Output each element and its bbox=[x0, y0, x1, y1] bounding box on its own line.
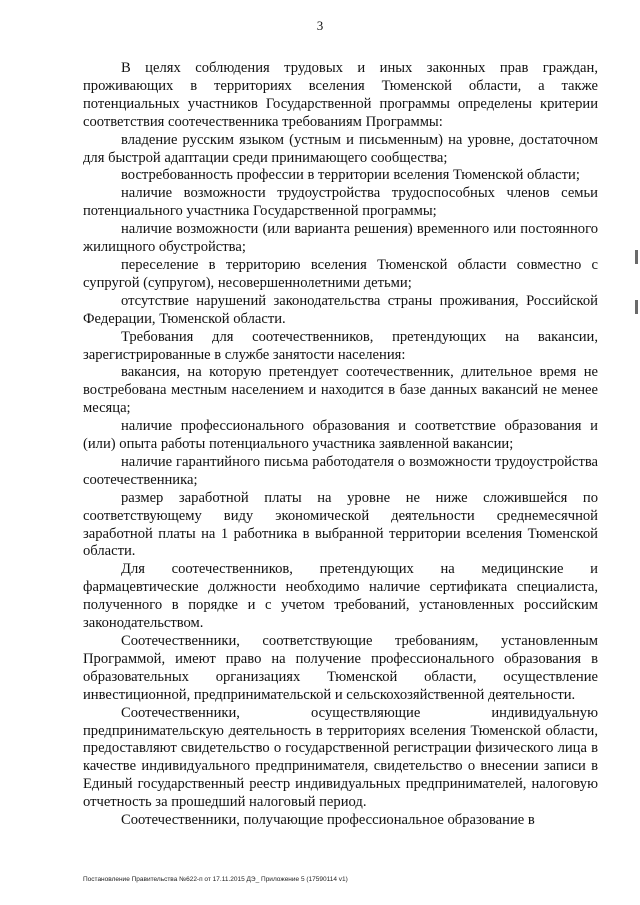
paragraph-intro-criteria: В целях соблюдения трудовых и иных законных прав граждан, проживающих в территориях вселения Тюменской области, а также потенциальных участников Государственной программы определены критерии соответствия соотечественника требованиям Программы: bbox=[83, 60, 598, 130]
paragraph-vacancy-requirements: Требования для соотечественников, претендующих на вакансии, зарегистрированные в службе занятости населения: bbox=[83, 328, 598, 363]
paragraph-criterion-profession-demand: востребованность профессии в территории вселения Тюменской области; bbox=[121, 167, 580, 184]
paragraph-education-rights: Соотечественники, соответствующие требованиям, установленным Программой, имеют право на получение профессионального образования в образовательных организациях Тюменской области, осуществление инвестиционной, предпринимательской и сельскохозяйственной деятельности. bbox=[83, 633, 598, 703]
paragraph-criterion-housing: наличие возможности (или варианта решения) временного или постоянного жилищного обустройства; bbox=[83, 221, 598, 256]
document-footer: Постановление Правительства №622-п от 17.11.2015 ДЭ_ Приложение 5 (17590114 v1) bbox=[83, 876, 348, 883]
paragraph-vacancy-demand: вакансия, на которую претендует соотечественник, длительное время не востребована местным населением и находится в базе данных вакансий не менее месяца; bbox=[83, 364, 598, 417]
paragraph-criterion-no-violations: отсутствие нарушений законодательства страны проживания, Российской Федерации, Тюменской области. bbox=[83, 292, 598, 327]
paragraph-vacancy-salary: размер заработной платы на уровне не ниже сложившейся по соответствующему виду экономической деятельности среднемесячной заработной платы на 1 работника в выбранной территории вселения Тюменской области. bbox=[83, 489, 598, 560]
page-number: 3 bbox=[316, 18, 324, 33]
paragraph-criterion-family-employment: наличие возможности трудоустройства трудоспособных членов семьи потенциального участника Государственной программы; bbox=[83, 185, 598, 220]
paragraph-vacancy-guarantee-letter: наличие гарантийного письма работодателя о возможности трудоустройства соотечественника; bbox=[83, 453, 598, 488]
paragraph-entrepreneurs: Соотечественники, осуществляющие индивидуальную предпринимательскую деятельность в территориях вселения Тюменской области, предоставляют свидетельство о государственной регистрации физического лица в качестве индивидуального предпринимателя, свидетельство о внесении записи в Единый государственный реестр индивидуальных предпринимателей, налоговую отчетность за прошедший налоговый период. bbox=[83, 704, 598, 811]
paragraph-criterion-relocation-family: переселение в территорию вселения Тюменской области совместно с супругой (супругом), несовершеннолетними детьми; bbox=[83, 256, 598, 291]
paragraph-education-continued: Соотечественники, получающие профессиональное образование в bbox=[121, 812, 535, 829]
paragraph-medical-positions: Для соотечественников, претендующих на медицинские и фармацевтические должности необходимо наличие сертификата специалиста, полученного в порядке и с учетом требований, установленных российским законодательством. bbox=[83, 561, 598, 632]
scan-artifact-mark bbox=[635, 250, 638, 264]
document-body bbox=[83, 60, 598, 830]
paragraph-criterion-language: владение русским языком (устным и письменным) на уровне, достаточном для быстрой адаптации среди принимающего сообщества; bbox=[83, 131, 598, 166]
scan-artifact-mark bbox=[635, 300, 638, 314]
paragraph-vacancy-education: наличие профессионального образования и соответствие образования и (или) опыта работы потенциального участника заявленной вакансии; bbox=[83, 418, 598, 453]
